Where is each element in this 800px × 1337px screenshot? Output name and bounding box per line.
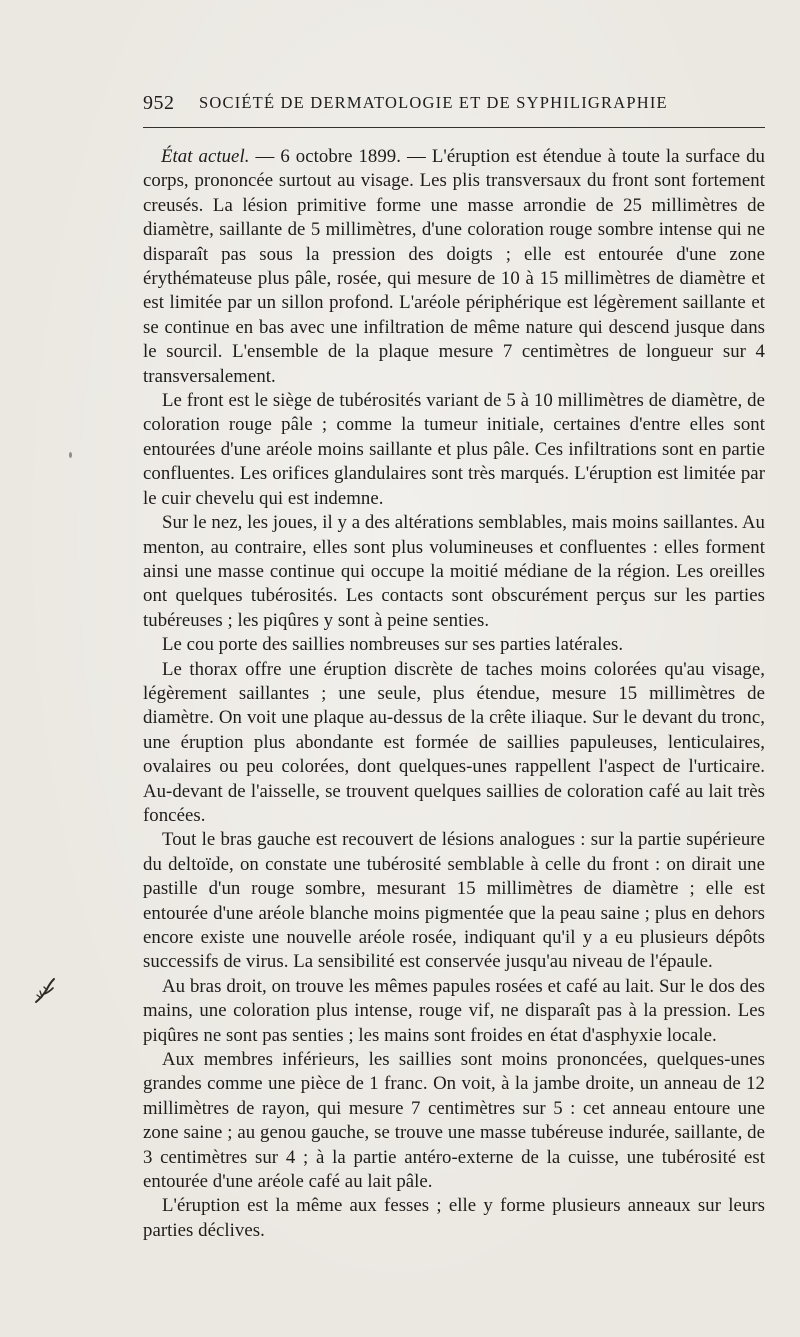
paragraph-nez-joues: Sur le nez, les joues, il y a des altérations semblables, mais moins saillantes. Au menton, au contraire, elles sont plus volumineuses et confluentes : elles forment ainsi une masse continue qui occupe la moitié médiane de la région. Les oreilles ont quelques tubérosités. Les contacts sont obscurément perçus sur les parties tubéreuses ; les piqûres y sont à peine senties. bbox=[143, 512, 765, 631]
paragraph-thorax: Le thorax offre une éruption discrète de taches moins colorées qu'au visage, légèrement saillantes ; une seule, plus étendue, mesure 15 millimètres de diamètre. On voit une plaque au-dessus de la crête iliaque. Sur le devant du tronc, une éruption plus abondante est formée de saillies papuleuses, lenticulaires, ovalaires ou peu colorées, dont quelques-unes rappellent l'aspect de l'urticaire. Au-devant de l'aisselle, se trouvent quelques saillies de coloration café au lait très foncées. bbox=[143, 658, 765, 826]
margin-speck bbox=[69, 452, 72, 458]
paragraph-front: Le front est le siège de tubérosités variant de 5 à 10 millimètres de diamètre, de coloration rouge pâle ; comme la tumeur initiale, certaines d'entre elles sont entourées d'une aréole moins saillante et plus pâle. Ces infiltrations sont en partie confluentes. Les orifices glandulaires sont très marqués. L'éruption est limitée par le cuir chevelu qui est indemne. bbox=[143, 390, 765, 509]
header-rule bbox=[143, 127, 765, 128]
running-header bbox=[143, 90, 765, 116]
paragraph-bras-gauche: Tout le bras gauche est recouvert de lésions analogues : sur la partie supérieure du deltoïde, on constate une tubérosité semblable à celle du front : on dirait une pastille d'un rouge sombre, mesurant 15 millimètres de diamètre ; elle est entourée d'une aréole blanche moins pigmentée que la peau saine ; plus en dehors encore existe une nouvelle aréole rosée, indiquant qu'il y a eu plusieurs dépôts successifs de virus. La sensibilité est conservée jusqu'au niveau de l'épaule. bbox=[143, 829, 765, 973]
paragraph-cou: Le cou porte des saillies nombreuses sur ses parties latérales. bbox=[162, 634, 624, 656]
body-text bbox=[143, 145, 765, 1243]
margin-mark-icon bbox=[32, 976, 60, 1006]
paragraph-membres-inferieurs: Aux membres inférieurs, les saillies sont moins prononcées, quelques-unes grandes comme une pièce de 1 franc. On voit, à la jambe droite, un anneau de 12 millimètres de rayon, qui mesure 7 centimètres sur 5 : cet anneau entoure une zone saine ; au genou gauche, se trouve une masse tubéreuse indurée, saillante, de 3 centimètres sur 4 ; à la partie antéro-externe de la cuisse, une tubérosité est entourée d'une aréole café au lait pâle. bbox=[143, 1049, 765, 1193]
paragraph-text: — 6 octobre 1899. — L'éruption est étendue à toute la surface du corps, prononcée surtout au visage. Les plis transversaux du front sont fortement creusés. La lésion primitive forme une masse arrondie de 25 millimètres de diamètre, saillante de 5 millimètres, d'une coloration rouge sombre intense qui ne disparaît pas sous la pression des doigts ; elle est entourée d'une zone érythémateuse plus pâle, rosée, qui mesure de 10 à 15 millimètres de diamètre et est limitée par un sillon profond. L'aréole périphérique est légèrement saillante et se continue en bas avec une infiltration de même nature qui descend jusque dans le sourcil. L'ensemble de la plaque mesure 7 centimètres de longueur sur 4 transversalement. bbox=[143, 146, 766, 387]
etat-actuel-label: État actuel. bbox=[161, 146, 250, 167]
paragraph-etat-actuel bbox=[143, 145, 765, 389]
paragraph-fesses: L'éruption est la même aux fesses ; elle y forme plusieurs anneaux sur leurs parties déclives. bbox=[143, 1195, 765, 1241]
running-title: SOCIÉTÉ DE DERMATOLOGIE ET DE SYPHILIGRAPHIE bbox=[199, 93, 668, 112]
paragraph-bras-droit: Au bras droit, on trouve les mêmes papules rosées et café au lait. Sur le dos des mains, une coloration plus intense, rouge vif, ne disparaît pas à la pression. Les piqûres ne sont pas senties ; les mains sont froides en état d'asphyxie locale. bbox=[143, 975, 765, 1046]
page-number: 952 bbox=[143, 91, 175, 114]
